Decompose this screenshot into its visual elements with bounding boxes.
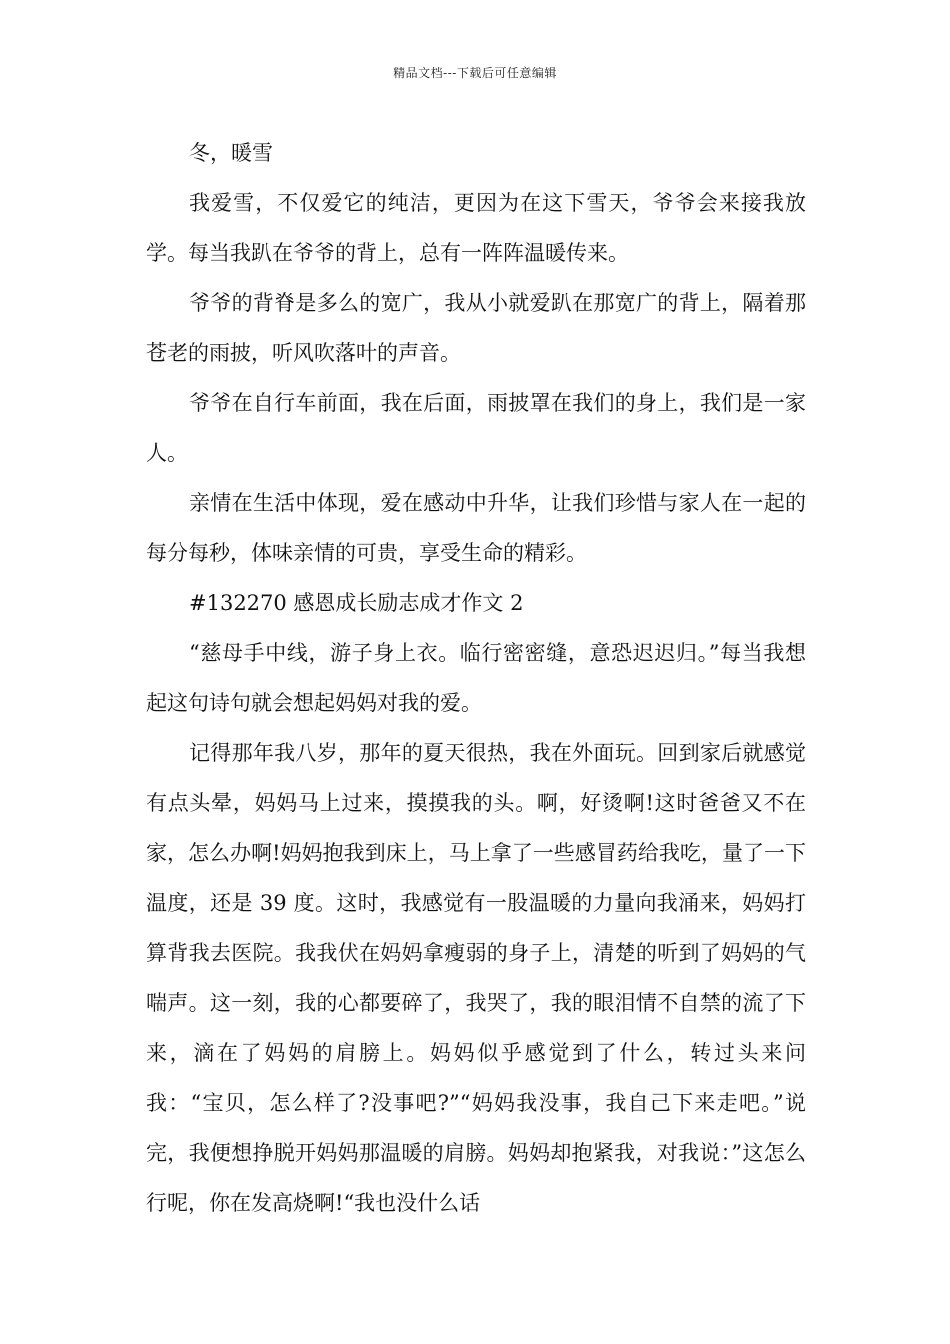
paragraph: 亲情在生活中体现，爱在感动中升华，让我们珍惜与家人在一起的每分每秒，体味亲情的可贵，享受生命的精彩。 — [146, 491, 806, 565]
section-heading: #132270 感恩成长励志成才作文 2 — [189, 591, 524, 615]
page-header: 精品文档---下载后可任意编辑 — [393, 66, 557, 80]
paragraph: 爷爷在自行车前面，我在后面，雨披罩在我们的身上，我们是一家人。 — [146, 391, 806, 465]
paragraph: 我爱雪，不仅爱它的纯洁，更因为在这下雪天，爷爷会来接我放学。每当我趴在爷爷的背上，总有一阵阵温暖传来。 — [146, 191, 806, 265]
paragraph: 爷爷的背脊是多么的宽广，我从小就爱趴在那宽广的背上，隔着那苍老的雨披，听风吹落叶的声音。 — [146, 291, 806, 365]
essay-title: 冬，暖雪 — [189, 141, 273, 165]
paragraph: “慈母手中线，游子身上衣。临行密密缝，意恐迟迟归。”每当我想起这句诗句就会想起妈妈对我的爱。 — [146, 641, 806, 715]
document-body — [146, 128, 806, 1228]
paragraph: 记得那年我八岁，那年的夏天很热，我在外面玩。回到家后就感觉有点头晕，妈妈马上过来，摸摸我的头。啊，好烫啊!这时爸爸又不在家，怎么办啊!妈妈抱我到床上，马上拿了一些感冒药给我吃，量了一下温度，还是 39 度。这时，我感觉有一股温暖的力量向我涌来，妈妈打算背我去医院。我我伏在妈妈拿瘦弱的身子上，清楚的听到了妈妈的气喘声。这一刻，我的心都要碎了，我哭了，我的眼泪情不自禁的流了下来，滴在了妈妈的肩膀上。妈妈似乎感觉到了什么，转过头来问我：“宝贝，怎么样了?没事吧?”“妈妈我没事，我自己下来走吧。”说完，我便想挣脱开妈妈那温暖的肩膀。妈妈却抱紧我，对我说：”这怎么行呢，你在发高烧啊!“我也没什么话 — [146, 741, 806, 1215]
